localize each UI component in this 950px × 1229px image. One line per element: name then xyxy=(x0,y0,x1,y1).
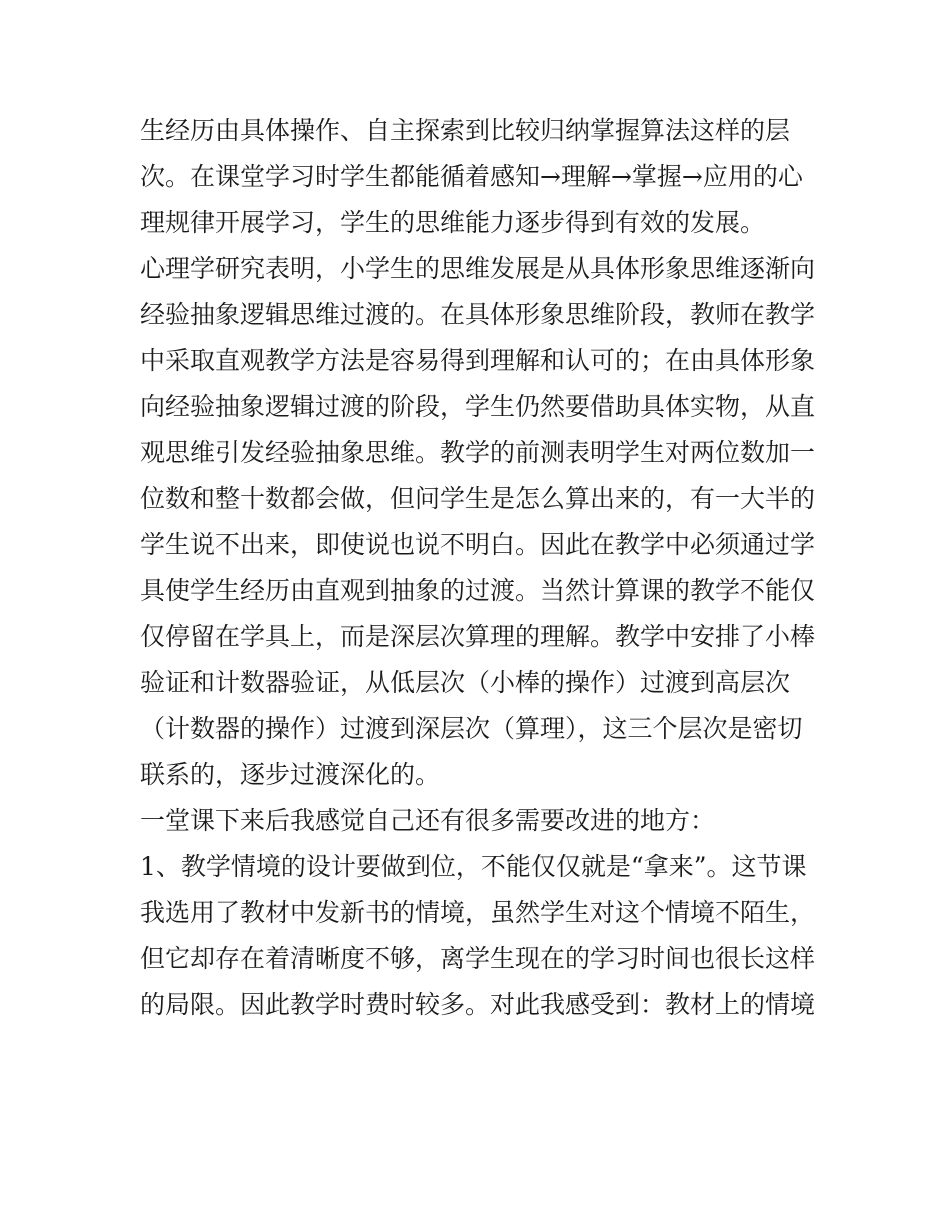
text-line: 理规律开展学习，学生的思维能力逐步得到有效的发展。 xyxy=(140,208,766,237)
text-line: 观思维引发经验抽象思维。教学的前测表明学生对两位数加一 xyxy=(140,438,816,467)
text-line: 但它却存在着清晰度不够，离学生现在的学习时间也很长这样 xyxy=(140,944,816,973)
text-line: 次。在课堂学习时学生都能循着感知→理解→掌握→应用的心 xyxy=(140,162,803,191)
body-text xyxy=(140,108,820,1028)
text-line: 心理学研究表明，小学生的思维发展是从具体形象思维逐渐向 xyxy=(140,254,816,283)
text-line: 经验抽象逻辑思维过渡的。在具体形象思维阶段，教师在教学 xyxy=(140,300,816,329)
text-line: 的局限。因此教学时费时较多。对此我感受到：教材上的情境 xyxy=(140,990,816,1019)
text-line: 具使学生经历由直观到抽象的过渡。当然计算课的教学不能仅 xyxy=(140,576,816,605)
text-line: 1、教学情境的设计要做到位，不能仅仅就是“拿来”。这节课 xyxy=(140,852,807,881)
text-line: 中采取直观教学方法是容易得到理解和认可的；在由具体形象 xyxy=(140,346,816,375)
text-line: 位数和整十数都会做，但问学生是怎么算出来的，有一大半的 xyxy=(140,484,816,513)
text-line: 一堂课下来后我感觉自己还有很多需要改进的地方： xyxy=(140,806,716,835)
text-line: 生经历由具体操作、自主探索到比较归纳掌握算法这样的层 xyxy=(140,116,791,145)
text-line: 我选用了教材中发新书的情境，虽然学生对这个情境不陌生， xyxy=(140,898,816,927)
text-line: 联系的，逐步过渡深化的。 xyxy=(140,760,441,789)
text-line: 仅停留在学具上，而是深层次算理的理解。教学中安排了小棒 xyxy=(140,622,816,651)
text-line: 向经验抽象逻辑过渡的阶段，学生仍然要借助具体实物，从直 xyxy=(140,392,816,421)
text-line: 学生说不出来，即使说也说不明白。因此在教学中必须通过学 xyxy=(140,530,816,559)
text-line: （计数器的操作）过渡到深层次（算理），这三个层次是密切 xyxy=(140,714,803,743)
text-line: 验证和计数器验证，从低层次（小棒的操作）过渡到高层次 xyxy=(140,668,791,697)
